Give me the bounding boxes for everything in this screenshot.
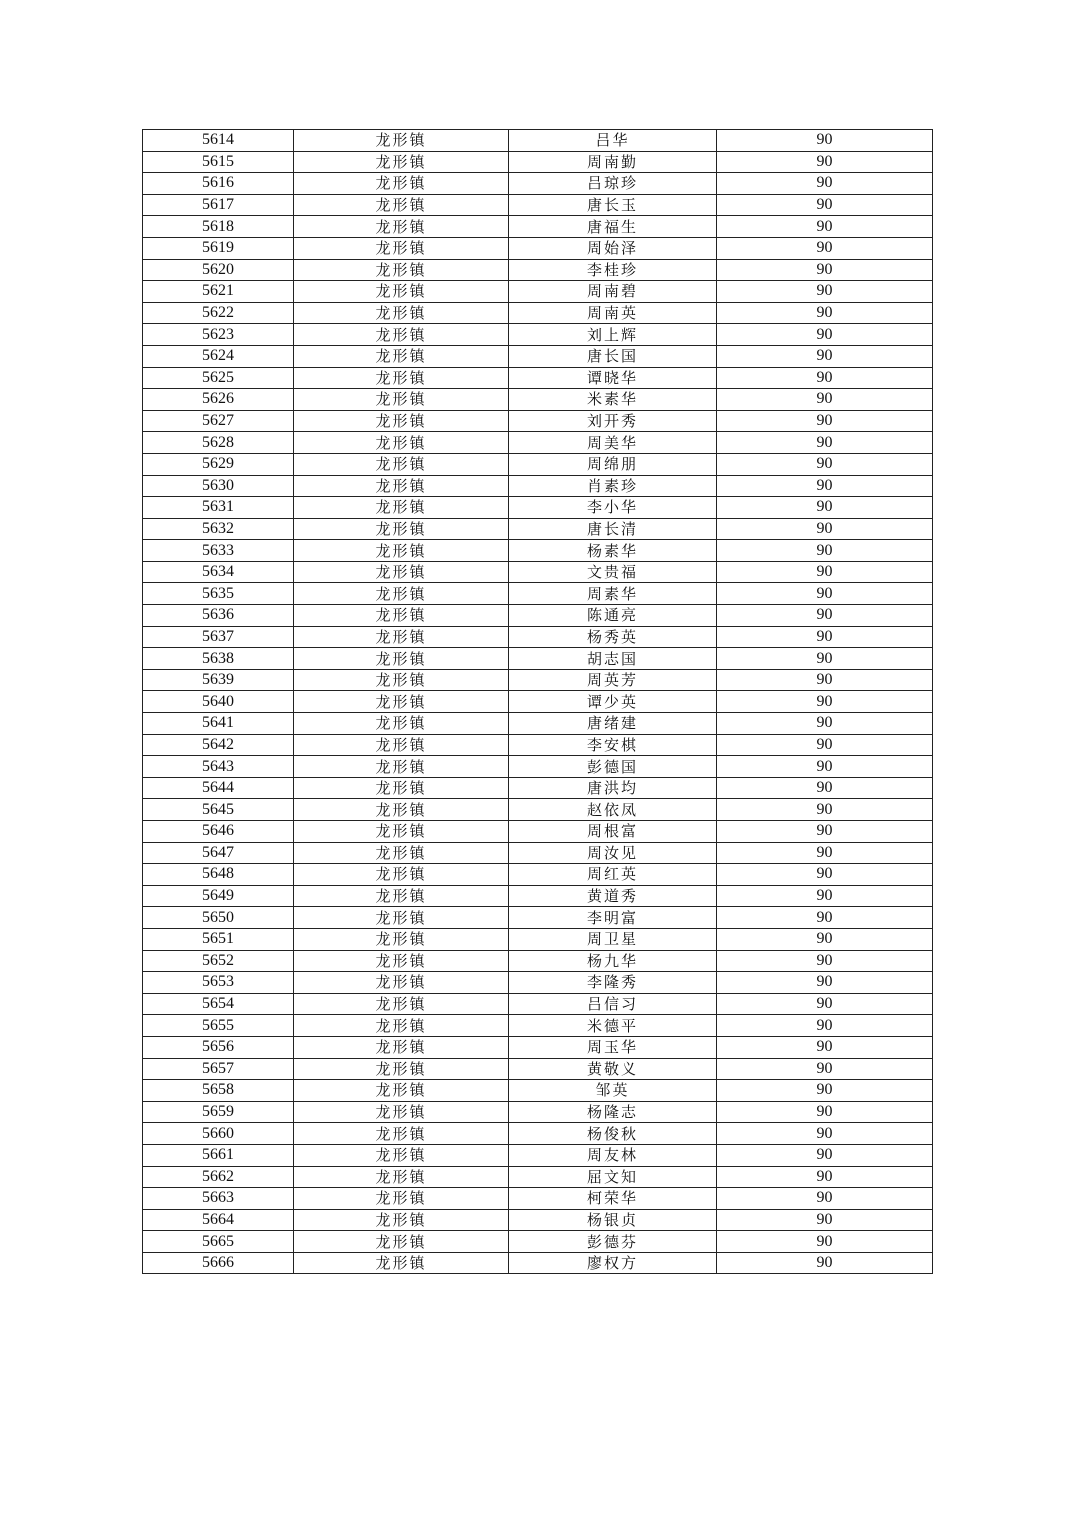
cell-amount: 90 (717, 1101, 933, 1123)
table-row (143, 1231, 933, 1253)
cell-person-name: 米德平 (509, 1015, 717, 1037)
cell-amount: 90 (717, 972, 933, 994)
cell-person-name: 杨九华 (509, 950, 717, 972)
cell-amount: 90 (717, 1166, 933, 1188)
table-row (143, 691, 933, 713)
cell-person-name: 彭德国 (509, 756, 717, 778)
cell-person-name: 杨隆志 (509, 1101, 717, 1123)
cell-town: 龙形镇 (294, 259, 509, 281)
cell-town: 龙形镇 (294, 1015, 509, 1037)
cell-person-name: 周南勤 (509, 151, 717, 173)
table-row (143, 605, 933, 627)
cell-serial-number: 5653 (143, 972, 294, 994)
cell-serial-number: 5662 (143, 1166, 294, 1188)
cell-amount: 90 (717, 281, 933, 303)
cell-person-name: 唐长玉 (509, 194, 717, 216)
table-row (143, 1080, 933, 1102)
cell-person-name: 周玉华 (509, 1036, 717, 1058)
cell-amount: 90 (717, 821, 933, 843)
cell-person-name: 周绵朋 (509, 453, 717, 475)
cell-amount: 90 (717, 1144, 933, 1166)
cell-person-name: 屈文知 (509, 1166, 717, 1188)
table-row (143, 993, 933, 1015)
cell-serial-number: 5627 (143, 410, 294, 432)
cell-town: 龙形镇 (294, 1188, 509, 1210)
cell-person-name: 周红英 (509, 864, 717, 886)
cell-town: 龙形镇 (294, 777, 509, 799)
cell-town: 龙形镇 (294, 821, 509, 843)
cell-serial-number: 5665 (143, 1231, 294, 1253)
cell-person-name: 谭少英 (509, 691, 717, 713)
table-row (143, 194, 933, 216)
cell-town: 龙形镇 (294, 151, 509, 173)
cell-amount: 90 (717, 950, 933, 972)
table-row (143, 237, 933, 259)
table-row (143, 842, 933, 864)
cell-person-name: 刘开秀 (509, 410, 717, 432)
table-row (143, 799, 933, 821)
cell-amount: 90 (717, 561, 933, 583)
cell-serial-number: 5619 (143, 237, 294, 259)
cell-amount: 90 (717, 367, 933, 389)
cell-serial-number: 5661 (143, 1144, 294, 1166)
cell-town: 龙形镇 (294, 1209, 509, 1231)
cell-person-name: 吕信习 (509, 993, 717, 1015)
cell-person-name: 周卫星 (509, 928, 717, 950)
table-row (143, 432, 933, 454)
cell-town: 龙形镇 (294, 972, 509, 994)
table-row (143, 734, 933, 756)
cell-person-name: 吕琼珍 (509, 173, 717, 195)
cell-town: 龙形镇 (294, 1231, 509, 1253)
table-row (143, 1188, 933, 1210)
table-row (143, 1144, 933, 1166)
cell-serial-number: 5616 (143, 173, 294, 195)
cell-town: 龙形镇 (294, 648, 509, 670)
table-row (143, 864, 933, 886)
cell-person-name: 谭晓华 (509, 367, 717, 389)
cell-person-name: 杨银贞 (509, 1209, 717, 1231)
table-row (143, 130, 933, 152)
table-row (143, 173, 933, 195)
cell-amount: 90 (717, 194, 933, 216)
cell-serial-number: 5664 (143, 1209, 294, 1231)
cell-serial-number: 5631 (143, 497, 294, 519)
cell-town: 龙形镇 (294, 540, 509, 562)
cell-amount: 90 (717, 864, 933, 886)
cell-amount: 90 (717, 237, 933, 259)
cell-serial-number: 5630 (143, 475, 294, 497)
cell-serial-number: 5649 (143, 885, 294, 907)
cell-town: 龙形镇 (294, 669, 509, 691)
cell-serial-number: 5614 (143, 130, 294, 152)
table-row (143, 216, 933, 238)
cell-serial-number: 5629 (143, 453, 294, 475)
cell-person-name: 廖权方 (509, 1252, 717, 1274)
cell-amount: 90 (717, 1036, 933, 1058)
cell-amount: 90 (717, 928, 933, 950)
cell-person-name: 唐洪均 (509, 777, 717, 799)
cell-serial-number: 5622 (143, 302, 294, 324)
cell-amount: 90 (717, 583, 933, 605)
cell-town: 龙形镇 (294, 626, 509, 648)
cell-town: 龙形镇 (294, 518, 509, 540)
cell-amount: 90 (717, 324, 933, 346)
table-row (143, 1252, 933, 1274)
cell-serial-number: 5645 (143, 799, 294, 821)
cell-town: 龙形镇 (294, 1144, 509, 1166)
cell-person-name: 杨秀英 (509, 626, 717, 648)
cell-person-name: 周南碧 (509, 281, 717, 303)
table-row (143, 561, 933, 583)
table-row (143, 1036, 933, 1058)
cell-person-name: 米素华 (509, 389, 717, 411)
cell-serial-number: 5638 (143, 648, 294, 670)
table-row (143, 345, 933, 367)
cell-town: 龙形镇 (294, 691, 509, 713)
cell-person-name: 李隆秀 (509, 972, 717, 994)
table-row (143, 497, 933, 519)
cell-serial-number: 5654 (143, 993, 294, 1015)
cell-person-name: 黄道秀 (509, 885, 717, 907)
cell-person-name: 赵依凤 (509, 799, 717, 821)
cell-person-name: 李小华 (509, 497, 717, 519)
cell-serial-number: 5620 (143, 259, 294, 281)
table-row (143, 907, 933, 929)
table-row (143, 972, 933, 994)
table-row (143, 885, 933, 907)
cell-town: 龙形镇 (294, 799, 509, 821)
cell-person-name: 文贵福 (509, 561, 717, 583)
cell-serial-number: 5634 (143, 561, 294, 583)
table-row (143, 324, 933, 346)
table-row (143, 669, 933, 691)
cell-amount: 90 (717, 1123, 933, 1145)
cell-town: 龙形镇 (294, 432, 509, 454)
cell-town: 龙形镇 (294, 173, 509, 195)
table-row (143, 950, 933, 972)
table-row (143, 777, 933, 799)
cell-amount: 90 (717, 1058, 933, 1080)
table-row (143, 475, 933, 497)
cell-serial-number: 5628 (143, 432, 294, 454)
cell-person-name: 吕华 (509, 130, 717, 152)
cell-amount: 90 (717, 302, 933, 324)
cell-person-name: 李明富 (509, 907, 717, 929)
table-row (143, 367, 933, 389)
cell-person-name: 黄敬义 (509, 1058, 717, 1080)
cell-serial-number: 5641 (143, 713, 294, 735)
cell-amount: 90 (717, 1231, 933, 1253)
cell-person-name: 周南英 (509, 302, 717, 324)
cell-person-name: 唐绪建 (509, 713, 717, 735)
cell-serial-number: 5635 (143, 583, 294, 605)
cell-person-name: 唐福生 (509, 216, 717, 238)
cell-person-name: 唐长清 (509, 518, 717, 540)
cell-town: 龙形镇 (294, 389, 509, 411)
cell-serial-number: 5656 (143, 1036, 294, 1058)
cell-person-name: 周根富 (509, 821, 717, 843)
cell-town: 龙形镇 (294, 1101, 509, 1123)
cell-amount: 90 (717, 799, 933, 821)
table-row (143, 302, 933, 324)
cell-serial-number: 5624 (143, 345, 294, 367)
cell-person-name: 陈通亮 (509, 605, 717, 627)
cell-person-name: 周英芳 (509, 669, 717, 691)
cell-person-name: 周素华 (509, 583, 717, 605)
cell-town: 龙形镇 (294, 907, 509, 929)
cell-amount: 90 (717, 345, 933, 367)
cell-serial-number: 5644 (143, 777, 294, 799)
cell-amount: 90 (717, 1252, 933, 1274)
cell-serial-number: 5633 (143, 540, 294, 562)
cell-town: 龙形镇 (294, 1080, 509, 1102)
cell-serial-number: 5657 (143, 1058, 294, 1080)
cell-amount: 90 (717, 842, 933, 864)
cell-amount: 90 (717, 1188, 933, 1210)
cell-serial-number: 5655 (143, 1015, 294, 1037)
cell-serial-number: 5647 (143, 842, 294, 864)
cell-serial-number: 5617 (143, 194, 294, 216)
cell-person-name: 李安棋 (509, 734, 717, 756)
cell-town: 龙形镇 (294, 1123, 509, 1145)
cell-person-name: 刘上辉 (509, 324, 717, 346)
cell-amount: 90 (717, 626, 933, 648)
cell-amount: 90 (717, 1080, 933, 1102)
cell-amount: 90 (717, 130, 933, 152)
table-row (143, 259, 933, 281)
cell-amount: 90 (717, 151, 933, 173)
cell-serial-number: 5660 (143, 1123, 294, 1145)
cell-amount: 90 (717, 259, 933, 281)
cell-serial-number: 5663 (143, 1188, 294, 1210)
table-body (143, 130, 933, 1274)
cell-town: 龙形镇 (294, 475, 509, 497)
cell-serial-number: 5642 (143, 734, 294, 756)
cell-person-name: 杨俊秋 (509, 1123, 717, 1145)
cell-town: 龙形镇 (294, 561, 509, 583)
table-row (143, 648, 933, 670)
cell-person-name: 李桂珍 (509, 259, 717, 281)
cell-amount: 90 (717, 497, 933, 519)
table-row (143, 1101, 933, 1123)
cell-person-name: 周始泽 (509, 237, 717, 259)
table-row (143, 518, 933, 540)
cell-person-name: 柯荣华 (509, 1188, 717, 1210)
cell-amount: 90 (717, 734, 933, 756)
cell-serial-number: 5637 (143, 626, 294, 648)
cell-town: 龙形镇 (294, 281, 509, 303)
cell-serial-number: 5646 (143, 821, 294, 843)
cell-amount: 90 (717, 173, 933, 195)
cell-town: 龙形镇 (294, 497, 509, 519)
cell-amount: 90 (717, 453, 933, 475)
cell-serial-number: 5618 (143, 216, 294, 238)
cell-serial-number: 5659 (143, 1101, 294, 1123)
cell-town: 龙形镇 (294, 302, 509, 324)
cell-town: 龙形镇 (294, 194, 509, 216)
cell-town: 龙形镇 (294, 993, 509, 1015)
table-row (143, 410, 933, 432)
cell-amount: 90 (717, 1015, 933, 1037)
cell-town: 龙形镇 (294, 367, 509, 389)
cell-amount: 90 (717, 432, 933, 454)
cell-person-name: 肖素珍 (509, 475, 717, 497)
cell-amount: 90 (717, 605, 933, 627)
table-row (143, 756, 933, 778)
cell-town: 龙形镇 (294, 885, 509, 907)
cell-town: 龙形镇 (294, 756, 509, 778)
cell-serial-number: 5658 (143, 1080, 294, 1102)
cell-person-name: 周汝见 (509, 842, 717, 864)
cell-town: 龙形镇 (294, 842, 509, 864)
cell-amount: 90 (717, 518, 933, 540)
cell-amount: 90 (717, 885, 933, 907)
cell-serial-number: 5666 (143, 1252, 294, 1274)
cell-amount: 90 (717, 993, 933, 1015)
cell-amount: 90 (717, 713, 933, 735)
cell-amount: 90 (717, 540, 933, 562)
cell-serial-number: 5625 (143, 367, 294, 389)
table-row (143, 151, 933, 173)
cell-town: 龙形镇 (294, 864, 509, 886)
cell-amount: 90 (717, 691, 933, 713)
cell-serial-number: 5648 (143, 864, 294, 886)
cell-serial-number: 5639 (143, 669, 294, 691)
cell-person-name: 杨素华 (509, 540, 717, 562)
table-row (143, 821, 933, 843)
table-row (143, 1015, 933, 1037)
cell-town: 龙形镇 (294, 130, 509, 152)
cell-person-name: 周美华 (509, 432, 717, 454)
cell-town: 龙形镇 (294, 410, 509, 432)
cell-town: 龙形镇 (294, 453, 509, 475)
cell-person-name: 周友林 (509, 1144, 717, 1166)
cell-serial-number: 5623 (143, 324, 294, 346)
cell-town: 龙形镇 (294, 216, 509, 238)
cell-amount: 90 (717, 669, 933, 691)
cell-town: 龙形镇 (294, 713, 509, 735)
cell-amount: 90 (717, 216, 933, 238)
cell-serial-number: 5632 (143, 518, 294, 540)
cell-amount: 90 (717, 777, 933, 799)
cell-town: 龙形镇 (294, 324, 509, 346)
table-row (143, 453, 933, 475)
cell-serial-number: 5651 (143, 928, 294, 950)
table-row (143, 1058, 933, 1080)
cell-amount: 90 (717, 907, 933, 929)
cell-person-name: 胡志国 (509, 648, 717, 670)
cell-person-name: 唐长国 (509, 345, 717, 367)
table-row (143, 928, 933, 950)
cell-town: 龙形镇 (294, 605, 509, 627)
cell-town: 龙形镇 (294, 950, 509, 972)
cell-serial-number: 5643 (143, 756, 294, 778)
cell-amount: 90 (717, 410, 933, 432)
cell-town: 龙形镇 (294, 583, 509, 605)
cell-amount: 90 (717, 389, 933, 411)
beneficiary-table (142, 129, 933, 1274)
table-row (143, 1123, 933, 1145)
cell-serial-number: 5640 (143, 691, 294, 713)
cell-town: 龙形镇 (294, 1252, 509, 1274)
cell-town: 龙形镇 (294, 734, 509, 756)
table-row (143, 281, 933, 303)
cell-town: 龙形镇 (294, 345, 509, 367)
table-row (143, 1166, 933, 1188)
cell-person-name: 彭德芬 (509, 1231, 717, 1253)
table-row (143, 583, 933, 605)
cell-person-name: 邹英 (509, 1080, 717, 1102)
cell-town: 龙形镇 (294, 928, 509, 950)
cell-serial-number: 5636 (143, 605, 294, 627)
cell-town: 龙形镇 (294, 1058, 509, 1080)
cell-town: 龙形镇 (294, 1036, 509, 1058)
table-row (143, 1209, 933, 1231)
cell-amount: 90 (717, 756, 933, 778)
cell-town: 龙形镇 (294, 237, 509, 259)
cell-serial-number: 5621 (143, 281, 294, 303)
cell-serial-number: 5626 (143, 389, 294, 411)
cell-serial-number: 5650 (143, 907, 294, 929)
cell-amount: 90 (717, 475, 933, 497)
cell-serial-number: 5615 (143, 151, 294, 173)
table-row (143, 540, 933, 562)
cell-amount: 90 (717, 1209, 933, 1231)
table-row (143, 389, 933, 411)
cell-town: 龙形镇 (294, 1166, 509, 1188)
cell-serial-number: 5652 (143, 950, 294, 972)
table-row (143, 626, 933, 648)
cell-amount: 90 (717, 648, 933, 670)
table-row (143, 713, 933, 735)
